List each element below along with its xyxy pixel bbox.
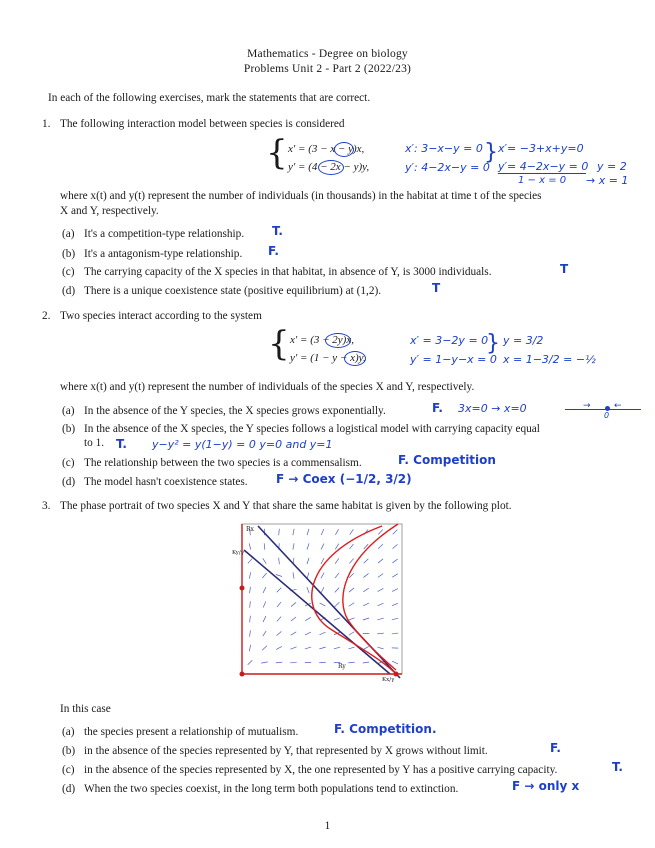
ex1-brace: { bbox=[266, 133, 288, 173]
ex1-eq2: y′ = (4 − 2x − y)y, bbox=[288, 161, 370, 173]
ex1-item-a-mark: T. bbox=[272, 224, 283, 238]
ex2-item-a-label: (a) bbox=[62, 405, 75, 417]
ex2-item-d-mark: F → Coex (−1/2, 3/2) bbox=[276, 472, 412, 486]
ex2-note-2: y′ = 1−y−x = 0 bbox=[410, 353, 497, 366]
equilibrium-x-axis bbox=[394, 672, 399, 677]
ex1-circle-mark-2 bbox=[318, 160, 344, 175]
ex3-item-d-text: When the two species coexist, in the long term both populations tend to extinction. bbox=[84, 783, 459, 795]
ex2-note-5: 3x=0 → x=0 bbox=[458, 402, 527, 415]
ex2-eq1: x′ = (3 − 2y)x, bbox=[290, 334, 354, 346]
ex1-note-2: y′: 4−2x−y = 0 bbox=[405, 161, 490, 174]
ex2-note-brace: } bbox=[486, 331, 500, 356]
ex1-item-b-label: (b) bbox=[62, 248, 76, 260]
label-kx: Kx/γ bbox=[382, 677, 395, 682]
ex1-note-1: x′: 3−x−y = 0 bbox=[405, 142, 483, 155]
ex1-number: 1. bbox=[42, 118, 51, 130]
ex2-item-b-mark: T. bbox=[116, 437, 127, 451]
ex3-item-b-mark: F. bbox=[550, 741, 561, 755]
ex2-item-b-text2: to 1. bbox=[84, 437, 105, 449]
ex1-note-6: y = 2 bbox=[597, 160, 627, 173]
label-rx: Rx bbox=[246, 526, 254, 533]
ex1-note-7: → x = 1 bbox=[586, 174, 629, 187]
ex3-case: In this case bbox=[60, 703, 111, 715]
ex1-item-a-text: It's a competition-type relationship. bbox=[84, 228, 245, 240]
ex2-stem: Two species interact according to the system bbox=[60, 310, 262, 322]
ex1-eq1: x′ = (3 − x − y)x, bbox=[288, 143, 365, 155]
ex2-item-b-label: (b) bbox=[62, 423, 76, 435]
doc-title: Mathematics - Degree on biology bbox=[247, 48, 408, 60]
ex2-item-c-label: (c) bbox=[62, 457, 75, 469]
ex2-note-6: y−y² = y(1−y) = 0 y=0 and y=1 bbox=[152, 438, 333, 451]
plot-frame bbox=[242, 524, 402, 674]
ex2-circle-mark-2 bbox=[344, 351, 366, 366]
ex3-item-a-text: the species present a relationship of mutualism. bbox=[84, 726, 299, 738]
ex2-note-1: x′ = 3−2y = 0 bbox=[410, 334, 489, 347]
ex1-where-line2: X and Y, respectively. bbox=[60, 205, 159, 217]
ex3-item-c-text: in the absence of the species represented by X, the one represented by Y has a positive carrying capacity. bbox=[84, 764, 558, 776]
ex2-where: where x(t) and y(t) represent the number of individuals of the species X and Y, respectively. bbox=[60, 381, 475, 393]
ex1-where-line1: where x(t) and y(t) represent the number of individuals (in thousands) in the habitat at time t of the species bbox=[60, 190, 542, 202]
ex2-eq2: y′ = (1 − y − x)y, bbox=[290, 352, 366, 364]
ex3-item-a-label: (a) bbox=[62, 726, 75, 738]
intro-text: In each of the following exercises, mark the statements that are correct. bbox=[48, 92, 371, 104]
ex1-note-divider bbox=[498, 173, 586, 174]
ex3-item-a-mark: F. Competition. bbox=[334, 722, 437, 736]
ex2-phase-line bbox=[565, 409, 641, 410]
ex3-item-b-label: (b) bbox=[62, 745, 76, 757]
ex1-circle-mark-1 bbox=[334, 142, 354, 157]
ex2-circle-mark-1 bbox=[325, 333, 351, 348]
ex3-item-b-text: in the absence of the species represented by Y, that represented by X grows without limit. bbox=[84, 745, 488, 757]
ex1-item-a-label: (a) bbox=[62, 228, 75, 240]
ex1-item-b-mark: F. bbox=[268, 244, 279, 258]
ex2-note-4: x = 1−3/2 = −½ bbox=[503, 353, 596, 366]
ex1-note-4: y′= 4−2x−y = 0 bbox=[498, 160, 589, 173]
ex2-item-b-text: In the absence of the X species, the Y species follows a logistical model with carrying capacity equal bbox=[84, 423, 540, 435]
ex3-number: 3. bbox=[42, 500, 51, 512]
ex1-stem: The following interaction model between species is considered bbox=[60, 118, 345, 130]
ex1-note-5: 1 − x = 0 bbox=[518, 175, 567, 186]
ex1-note-brace: } bbox=[484, 140, 498, 165]
ex1-item-d-mark: T bbox=[432, 281, 441, 295]
ex3-item-c-label: (c) bbox=[62, 764, 75, 776]
phase-portrait-plot bbox=[232, 520, 408, 682]
ex3-item-c-mark: T. bbox=[612, 760, 623, 774]
ex2-phase-arrow-2: ← bbox=[614, 401, 622, 411]
ex2-item-d-text: The model hasn't coexistence states. bbox=[84, 476, 248, 488]
equilibrium-origin bbox=[240, 672, 245, 677]
page-number: 1 bbox=[324, 820, 331, 832]
ex2-item-c-mark: F. Competition bbox=[398, 453, 496, 467]
ex3-item-d-mark: F → only x bbox=[512, 779, 580, 793]
ex1-item-c-mark: T bbox=[560, 262, 569, 276]
label-ky: Ky/γ bbox=[232, 550, 245, 556]
ex1-item-b-text: It's a antagonism-type relationship. bbox=[84, 248, 243, 260]
ex1-note-3: x′= −3+x+y=0 bbox=[498, 142, 584, 155]
ex1-item-c-label: (c) bbox=[62, 266, 75, 278]
ex3-item-d-label: (d) bbox=[62, 783, 76, 795]
ex2-item-c-text: The relationship between the two species is a commensalism. bbox=[84, 457, 362, 469]
ex2-item-d-label: (d) bbox=[62, 476, 76, 488]
ex1-item-d-text: There is a unique coexistence state (positive equilibrium) at (1,2). bbox=[84, 285, 382, 297]
ex3-stem: The phase portrait of two species X and Y that share the same habitat is given by the following plot. bbox=[60, 500, 512, 512]
ex1-item-d-label: (d) bbox=[62, 285, 76, 297]
ex2-note-3: y = 3/2 bbox=[503, 334, 544, 347]
label-ry: Ry bbox=[338, 663, 346, 670]
equilibrium-y-axis bbox=[240, 586, 245, 591]
ex2-item-a-text: In the absence of the Y species, the X species grows exponentially. bbox=[84, 405, 386, 417]
doc-subtitle: Problems Unit 2 - Part 2 (2022/23) bbox=[243, 63, 412, 75]
ex2-brace: { bbox=[268, 324, 290, 364]
ex2-number: 2. bbox=[42, 310, 51, 322]
ex2-phase-arrow-1: → bbox=[583, 401, 591, 411]
ex1-item-c-text: The carrying capacity of the X species in that habitat, in absence of Y, is 3000 individuals. bbox=[84, 266, 492, 278]
ex2-note-7: 0 bbox=[604, 411, 610, 420]
ex2-item-a-mark: F. bbox=[432, 401, 443, 415]
